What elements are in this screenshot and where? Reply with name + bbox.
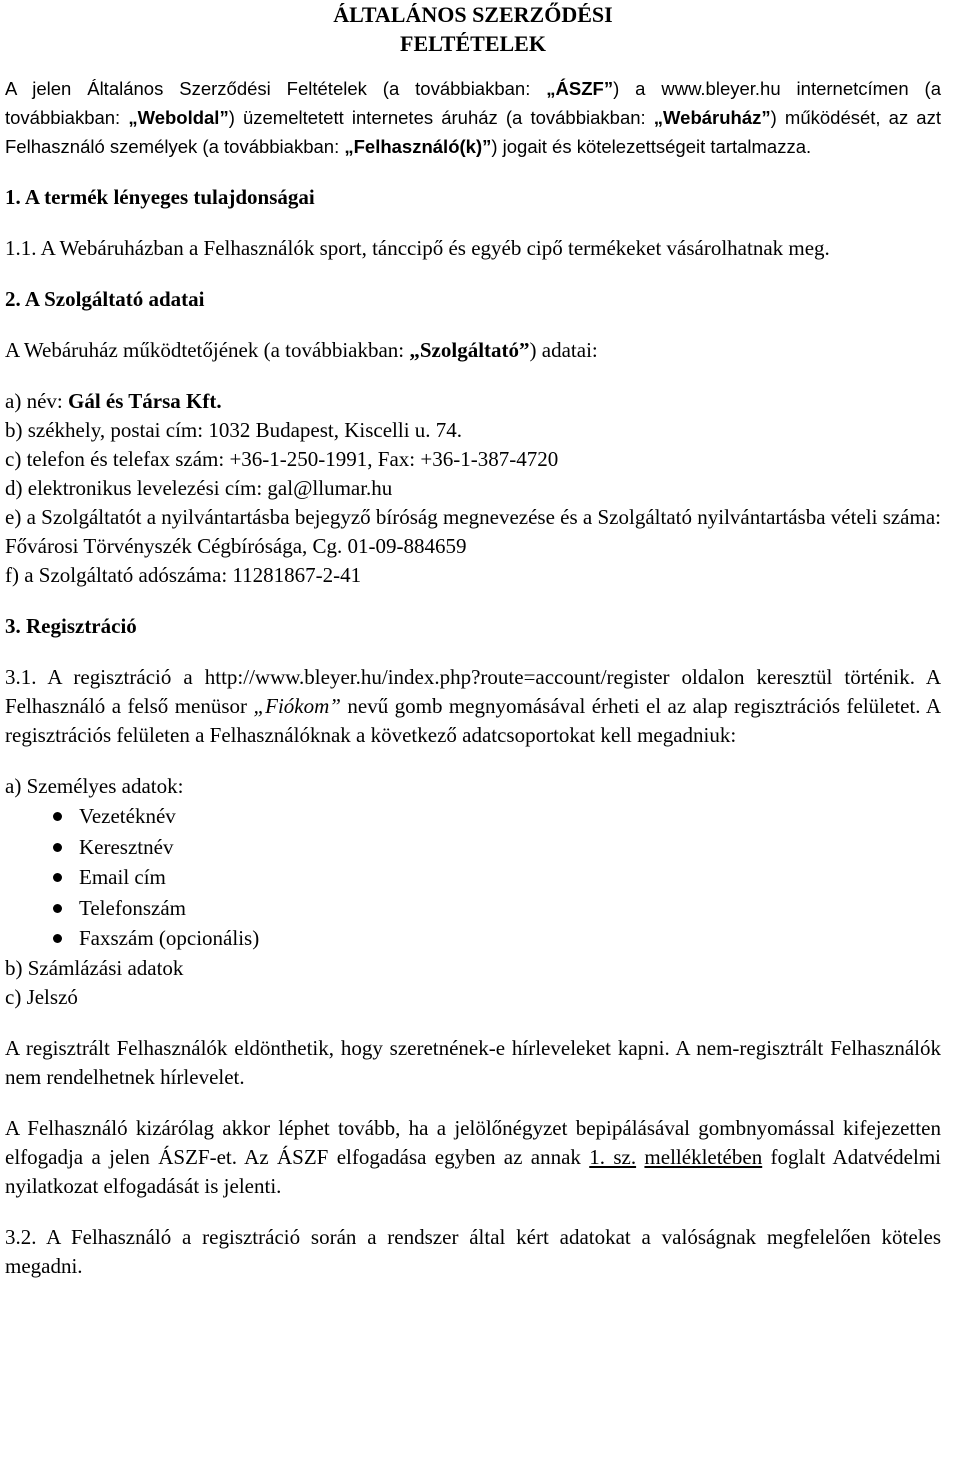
title-line-1: ÁLTALÁNOS SZERZŐDÉSI [333, 2, 613, 27]
annex-link[interactable]: mellékletében [644, 1144, 763, 1169]
section-3-heading: 3. Regisztráció [5, 614, 137, 638]
list-item: Vezetéknév [53, 801, 941, 832]
provider-name: Gál és Társa Kft. [67, 389, 222, 413]
provider-registry-line: e) a Szolgáltatót a nyilvántartásba bejegyző bíróság megnevezése és a Szolgáltató nyilvántartásba vételi száma: Fővárosi Törvényszék Cégbírósága, Cg. 01-09-884659 [5, 505, 941, 558]
section-1-1-paragraph: 1.1. A Webáruházban a Felhasználók sport, tánccipő és egyéb cipő termékeket vásárolhatnak meg. [5, 236, 830, 260]
term-felhasznalo: „Felhasználó(k)” [344, 136, 492, 157]
term-szolgaltato: „Szolgáltató” [409, 338, 530, 362]
personal-data-list [5, 801, 941, 954]
provider-tax-line: f) a Szolgáltató adószáma: 11281867-2-41 [5, 563, 362, 587]
acceptance-paragraph: A Felhasználó kizárólag akkor léphet tovább, ha a jelölőnégyzet bepipálásával gombnyomással kifejezetten elfogadja a jelen ÁSZF-et. Az ÁSZF elfogadása egyben az annak 1. sz. mellékletében foglalt Adatvédelmi nyilatkozat elfogadását is jelenti. [5, 1115, 941, 1198]
bullet-icon [53, 873, 62, 882]
section-3-2-paragraph: 3.2. A Felhasználó a regisztráció során a rendszer által kért adatokat a valóságnak megfelelően köteles megadni. [5, 1224, 941, 1278]
term-aszf: „ÁSZF” [546, 78, 614, 99]
list-item: Email cím [53, 862, 941, 893]
bullet-icon [53, 934, 62, 943]
term-webaruhaz: „Webáruház” [653, 107, 771, 128]
section-2-heading: 2. A Szolgáltató adatai [5, 287, 205, 311]
provider-phone-line: c) telefon és telefax szám: +36-1-250-1991, Fax: +36-1-387-4720 [5, 447, 559, 471]
provider-address-line: b) székhely, postai cím: 1032 Budapest, Kiscelli u. 74. [5, 418, 463, 442]
provider-email-line: d) elektronikus levelezési cím: gal@llumar.hu [5, 476, 393, 500]
list-item: Faxszám (opcionális) [53, 923, 941, 954]
provider-name-line: a) név: Gál és Társa Kft. [5, 389, 222, 413]
section-3-1-paragraph: 3.1. A regisztráció a http://www.bleyer.hu/index.php?route=account/register oldalon keresztül történik. A Felhasználó a felső menüsor „Fiókom” nevű gomb megnyomásával érheti el az alap regisztrációs felületet. A regisztrációs felületen a Felhasználóknak a következő adatcsoportokat kell megadniuk: [5, 665, 941, 747]
document-title [5, 0, 941, 58]
annex-number-link[interactable]: 1. sz. [589, 1144, 637, 1169]
bullet-icon [53, 843, 62, 852]
bullet-icon [53, 904, 62, 913]
list-item: Telefonszám [53, 893, 941, 924]
section-2-intro: A Webáruház működtetőjének (a továbbiakban: „Szolgáltató”) adatai: [5, 338, 598, 362]
section-1-heading: 1. A termék lényeges tulajdonságai [5, 185, 315, 209]
intro-paragraph: A jelen Általános Szerződési Feltételek (a továbbiakban: „ÁSZF”) a www.bleyer.hu internetcímen (a továbbiakban: „Weboldal”) üzemeltetett internetes áruház (a továbbiakban: „Webáruház”) működését, az azt Felhasználó személyek (a továbbiakban: „Felhasználó(k)”) jogait és kötelezettségeit tartalmazza. [5, 78, 941, 157]
password-label: c) Jelszó [5, 984, 78, 1009]
fiokom-menu-name: „Fiókom” [253, 694, 341, 718]
newsletter-paragraph: A regisztrált Felhasználók eldönthetik, hogy szeretnének-e hírleveleket kapni. A nem-regisztrált Felhasználók nem rendelhetnek hírlevelet. [5, 1035, 941, 1089]
list-item: Keresztnév [53, 832, 941, 863]
bullet-icon [53, 812, 62, 821]
term-weboldal: „Weboldal” [128, 107, 229, 128]
billing-data-label: b) Számlázási adatok [5, 955, 184, 980]
title-line-2: FELTÉTELEK [400, 31, 546, 56]
personal-data-label: a) Személyes adatok: [5, 774, 184, 798]
